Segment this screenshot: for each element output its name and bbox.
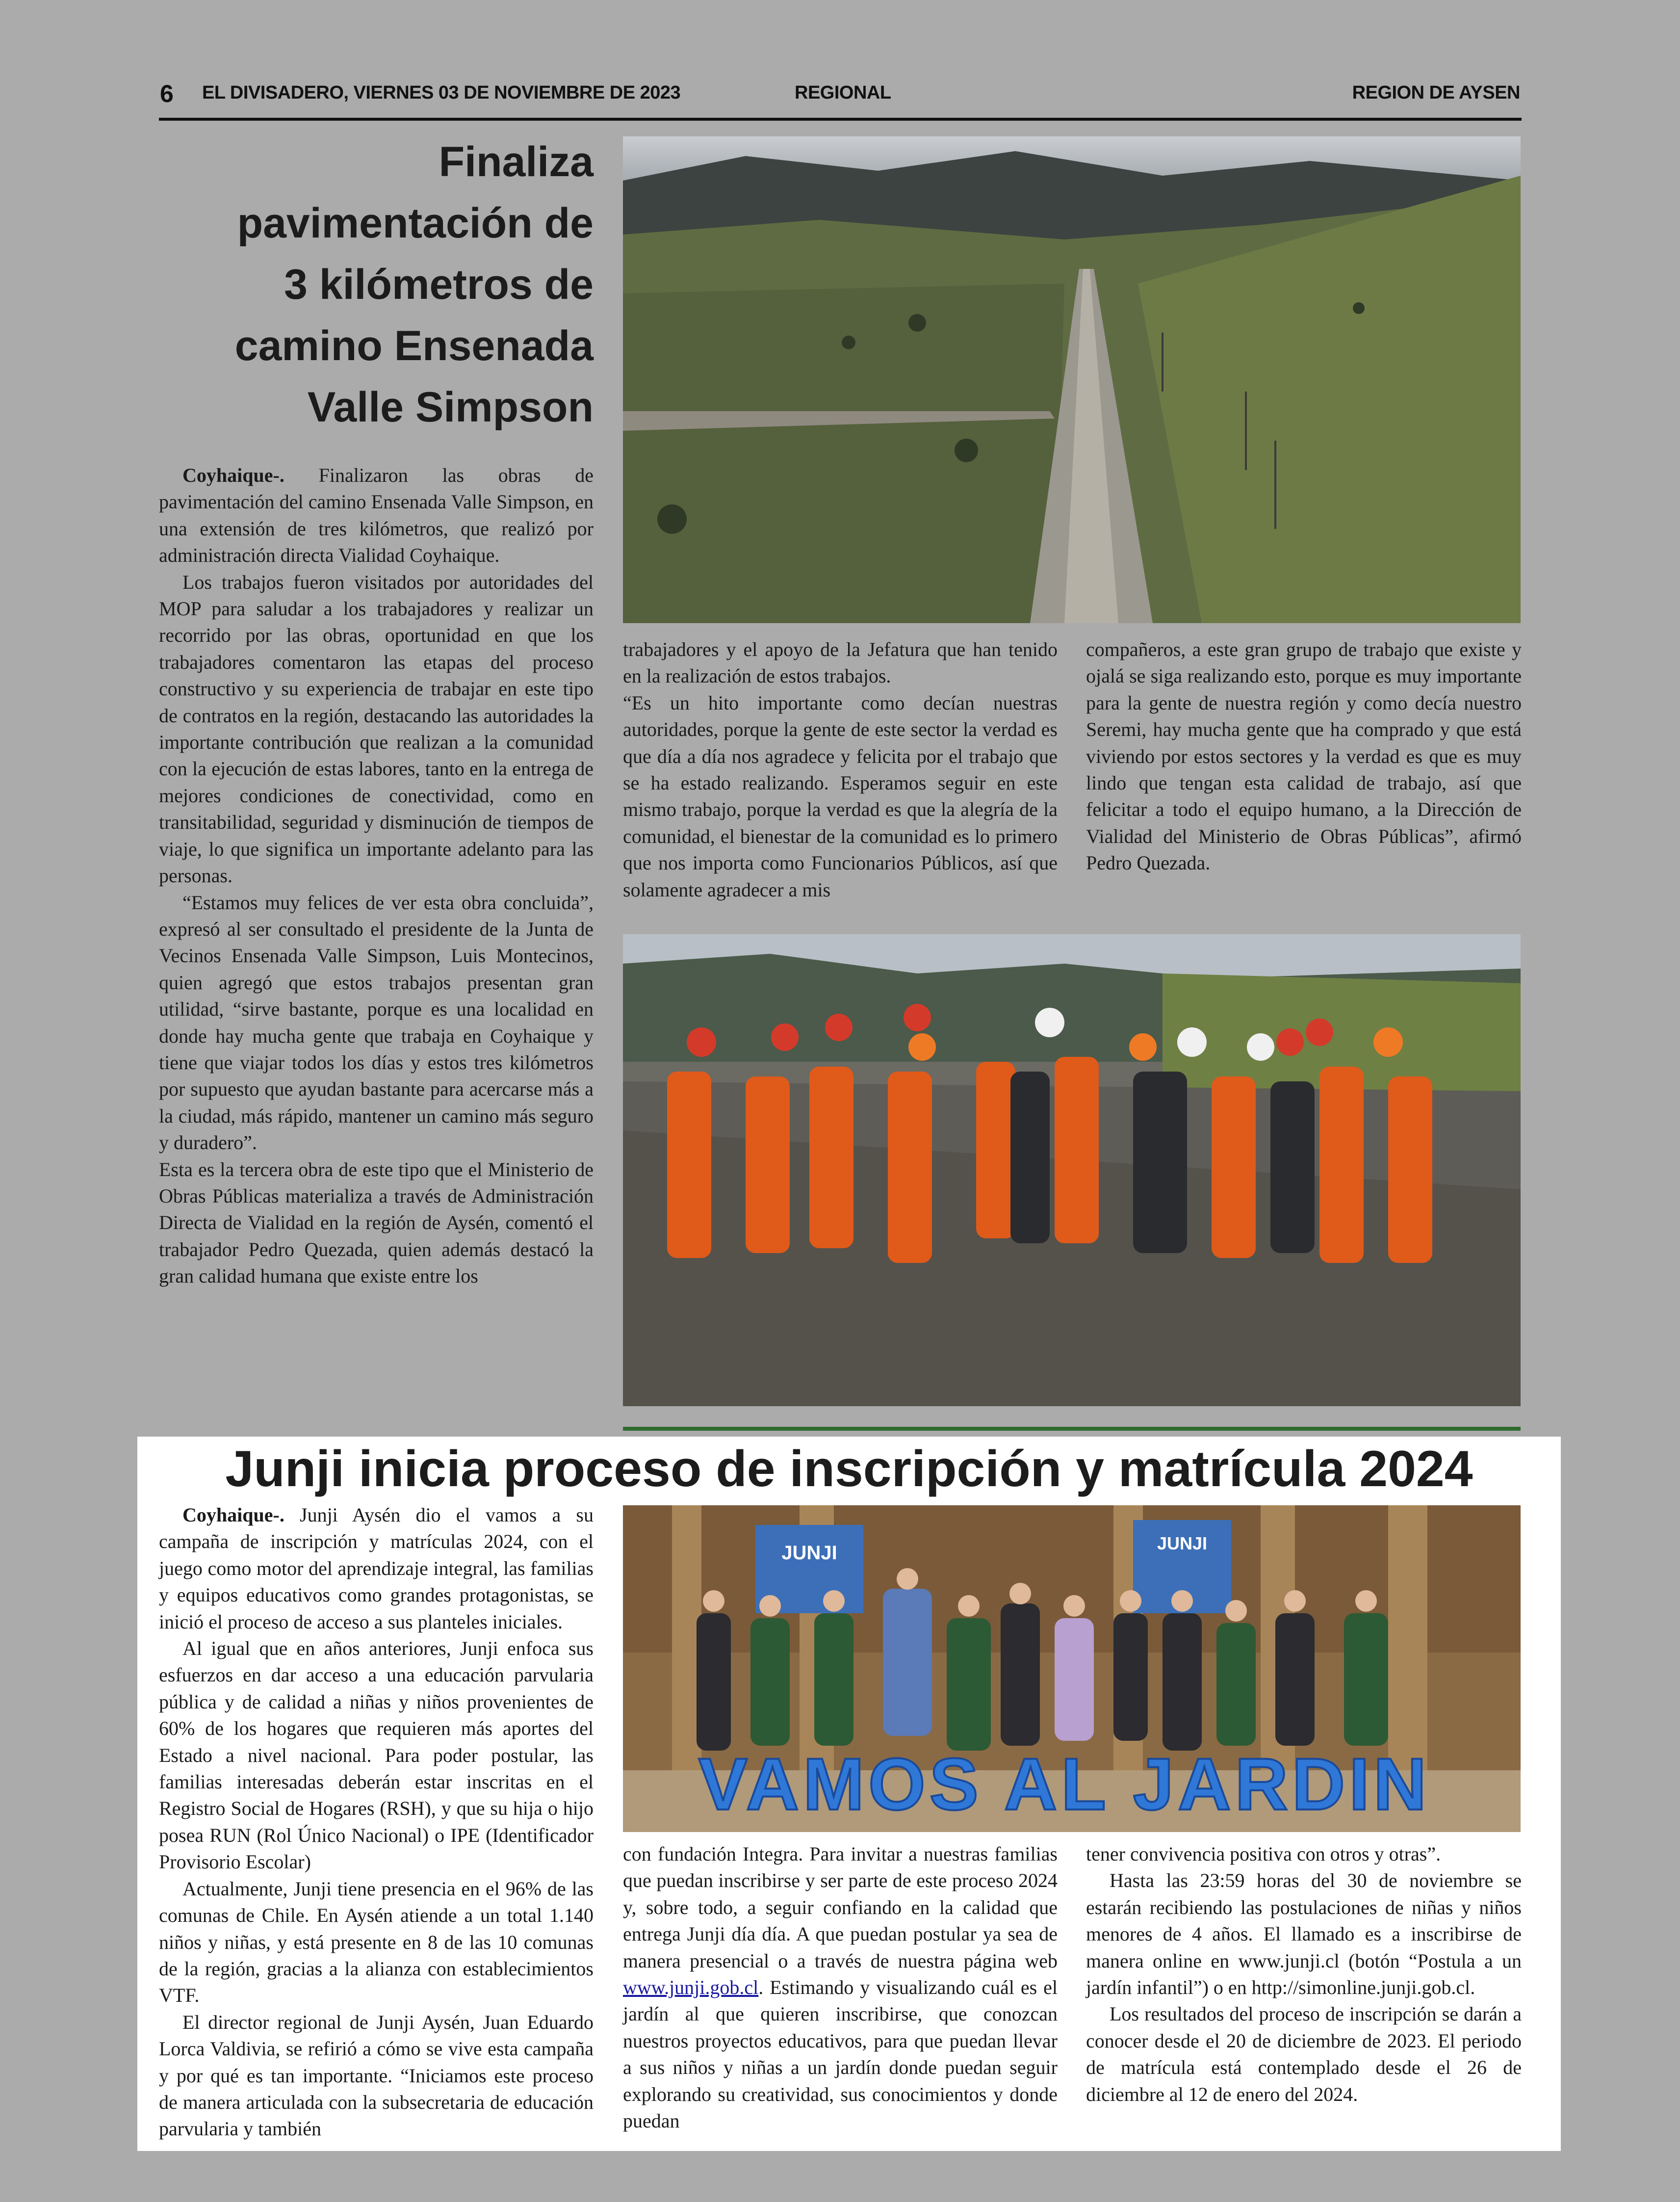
page-number: 6: [160, 80, 174, 107]
article1-column-3: compañeros, a este gran grupo de trabajo que existe y ojalá se siga realizando esto, porque es muy importante para la gente de nuestra región y como decía nuestro Seremi, hay mucha gente que ha comprado y que está viviendo por estos sectores y la verdad es que es muy lindo que tengan esta calidad de trabajo, así que felicitar a todo el equipo humano, a la Dirección de Vialidad del Ministerio de Obras Públicas”, afirmó Pedro Quezada.: [1086, 638, 1522, 874]
article1-column-1: Coyhaique-. Finalizaron las obras de pavimentación del camino Ensenada Valle Simpson, en una extensión de tres kilómetros, que realizó por administración directa Vialidad Coyhaique. Los trabajos fueron visitados por autoridades del MOP para saludar a los trabajadores y realizar un recorrido por las obras, oportunidad en que los trabajadores comentaron las etapas del proceso constructivo y su experiencia de trabajar en este tipo de contratos en la región, destacando las autoridades la importante contribución que realizan a la comunidad con la ejecución de estas labores, tanto en la entrega de mejores condiciones de conectividad, como en transitabilidad, seguridad y disminución de tiempos de viaje, lo que significa un importante adelanto para las personas. “Estamos muy felices de ver esta obra concluida”, expresó al ser consultado el presidente de la Junta de Vecinos Ensenada Valle Simpson, Luis Montecinos, quien agregó que estos trabajos presentan gran utilidad, “sirve bastante, porque es una localidad en donde hay mucha gente que trabaja en Coyhaique y tiene que viajar todos los días y estos tres kilómetros por supuesto que ayudan bastante para acercarse más a la ciudad, más rápido, mantener un camino más seguro y duradero”. Esta es la tercera obra de este tipo que el Ministerio de Obras Públicas materializa a través de Administración Directa de Vialidad en la región de Aysén, comentó el trabajador Pedro Quezada, quien además destacó la gran calidad humana que existe entre los: [159, 464, 594, 1287]
junji-sign-left: JUNJI: [781, 1542, 837, 1564]
article2-column-2: con fundación Integra. Para invitar a nuestras familias que puedan inscribirse y ser parte de este proceso 2024 y, sobre todo, a seguir confiando en la calidad que entrega Junji día día. A que puedan postular ya sea de manera presencial o a través de nuestra página web www.junji.gob.cl. Estimando y visualizando cuál es el jardín al que quieren inscribirse, que conozcan nuestros proyectos educativos, para que puedan llevar a sus niños y niñas a un jardín donde puedan seguir explorando su creatividad, sus conocimientos y donde puedan: [623, 1843, 1058, 2132]
junji-website-link[interactable]: www.junji.gob.cl: [623, 1976, 759, 1999]
article1-column-2: trabajadores y el apoyo de la Jefatura que han tenido en la realización de estos trabajos. “Es un hito importante como decían nuestras autoridades, porque la gente de este sector la verdad es que día a día nos agradece y felicita por el trabajo que se ha estado realizando. Esperamos seguir en este mismo trabajo, porque la verdad es que la alegría de la comunidad, el bienestar de la comunidad es lo primero que nos importa como Funcionarios Públicos, así que solamente agradecer a mis: [623, 638, 1058, 901]
article1-headline: Finaliza pavimentación de 3 kilómetros de camino Ensenada Valle Simpson: [234, 138, 594, 431]
article2-column-1: Coyhaique-. Junji Aysén dio el vamos a su campaña de inscripción y matrículas 2024, con el juego como motor del aprendizaje integral, las familias y equipos educativos como grandes protagonistas, se inició el proceso de acceso a sus planteles iniciales. Al igual que en años anteriores, Junji enfoca sus esfuerzos en dar acceso a una educación parvularia pública y de calidad a niñas y niños provenientes de 60% de los hogares que requieren más aportes del Estado a nivel nacional. Para poder postular, las familias interesadas deberán estar inscritas en el Registro Social de Hogares (RSH), y que su hija o hijo posea RUN (Rol Único Nacional) o IPE (Identificador Provisorio Escolar) Actualmente, Junji tiene presencia en el 96% de las comunas de Chile. En Aysén atiende a un total 1.140 niños y niñas, y está presente en 8 de las 10 comunas de la región, gracias a la alianza con establecimientos VTF. El director regional de Junji Aysén, Juan Eduardo Lorca Valdivia, se refirió a cómo se vive esta campaña y por qué es tan importante. “Iniciamos este proceso de manera articulada con la subsecretaria de educación parvularia y también: [159, 1504, 594, 2140]
section-label: REGIONAL: [795, 82, 891, 103]
junji-event-photo: [623, 1505, 1521, 1832]
section-divider: [623, 1427, 1521, 1431]
dateline: Coyhaique-.: [182, 1504, 284, 1526]
article2-headline: Junji inicia proceso de inscripción y matrícula 2024: [225, 1441, 1473, 1497]
road-aerial-photo: [623, 136, 1521, 623]
header-rule: [159, 118, 1522, 121]
workers-group-photo: [623, 934, 1521, 1406]
junji-sign-right: JUNJI: [1157, 1533, 1208, 1553]
edition-date: EL DIVISADERO, VIERNES 03 DE NOVIEMBRE DE 2023: [202, 82, 681, 103]
region-label: REGION DE AYSEN: [1352, 82, 1520, 103]
vamos-al-jardin-banner: VAMOS AL JARDIN: [698, 1743, 1431, 1825]
dateline: Coyhaique-.: [182, 464, 284, 486]
article2-column-3: tener convivencia positiva con otros y otras”. Hasta las 23:59 horas del 30 de noviembre se estarán recibiendo las postulaciones de niñas y niños menores de 4 años. El llamado es a inscribirse de manera online en www.junji.cl (botón “Postula a un jardín infantil”) o en http://simonline.junji.gob.cl. Los resultados del proceso de inscripción se darán a conocer desde el 20 de diciembre de 2023. El periodo de matrícula está contemplado desde el 26 de diciembre al 12 de enero del 2024.: [1086, 1843, 1522, 2105]
